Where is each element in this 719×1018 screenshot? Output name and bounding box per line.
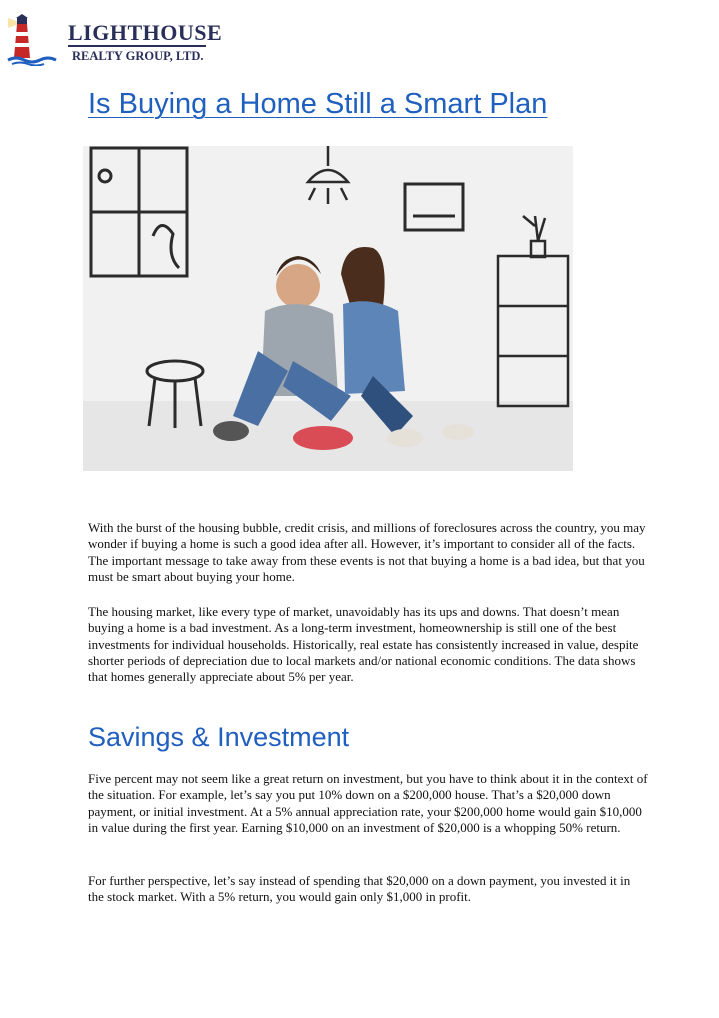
company-logo [6, 14, 223, 66]
couple-sitting-home-photo-icon [83, 146, 573, 471]
lighthouse-icon [6, 14, 66, 66]
market-paragraph: The housing market, like every type of market, unavoidably has its ups and downs. That doesn’t mean buying a home is a bad investment. As a long-term investment, homeownership is still one of the best investments for individual households. Historically, real estate has consistently increased in value, despite shorter periods of depreciation due to local markets and/or national economic conditions. The data shows that homes generally appreciate about 5% per year. [88, 604, 639, 685]
logo-name: LIGHTHOUSE [68, 20, 223, 45]
section-heading: Savings & Investment [88, 722, 350, 752]
stock-comparison-paragraph: For further perspective, let’s say instead of spending that $20,000 on a down payment, you invested it in the stock market. With a 5% return, you would gain only $1,000 in profit. [88, 873, 631, 905]
intro-paragraph: With the burst of the housing bubble, credit crisis, and millions of foreclosures across the country, you may wonder if buying a home is such a good idea after all. However, it’s important to consider all of the facts. The important message to take away from these events is not that buying a home is a bad idea, but that you must be smart about buying your home. [88, 520, 646, 584]
page-title: Is Buying a Home Still a Smart Plan [88, 88, 548, 120]
savings-paragraph: Five percent may not seem like a great return on investment, but you have to think about it in the context of the situation. For example, let’s say you put 10% down on a $200,000 house. That’s a $20,000 down payment, or initial investment. At a 5% annual appreciation rate, your $200,000 home would gain $10,000 in value during the first year. Earning $10,000 on an investment of $20,000 is a whopping 50% return. [88, 771, 648, 835]
logo-tagline: REALTY GROUP, LTD. [72, 49, 204, 63]
logo-divider [68, 45, 206, 47]
